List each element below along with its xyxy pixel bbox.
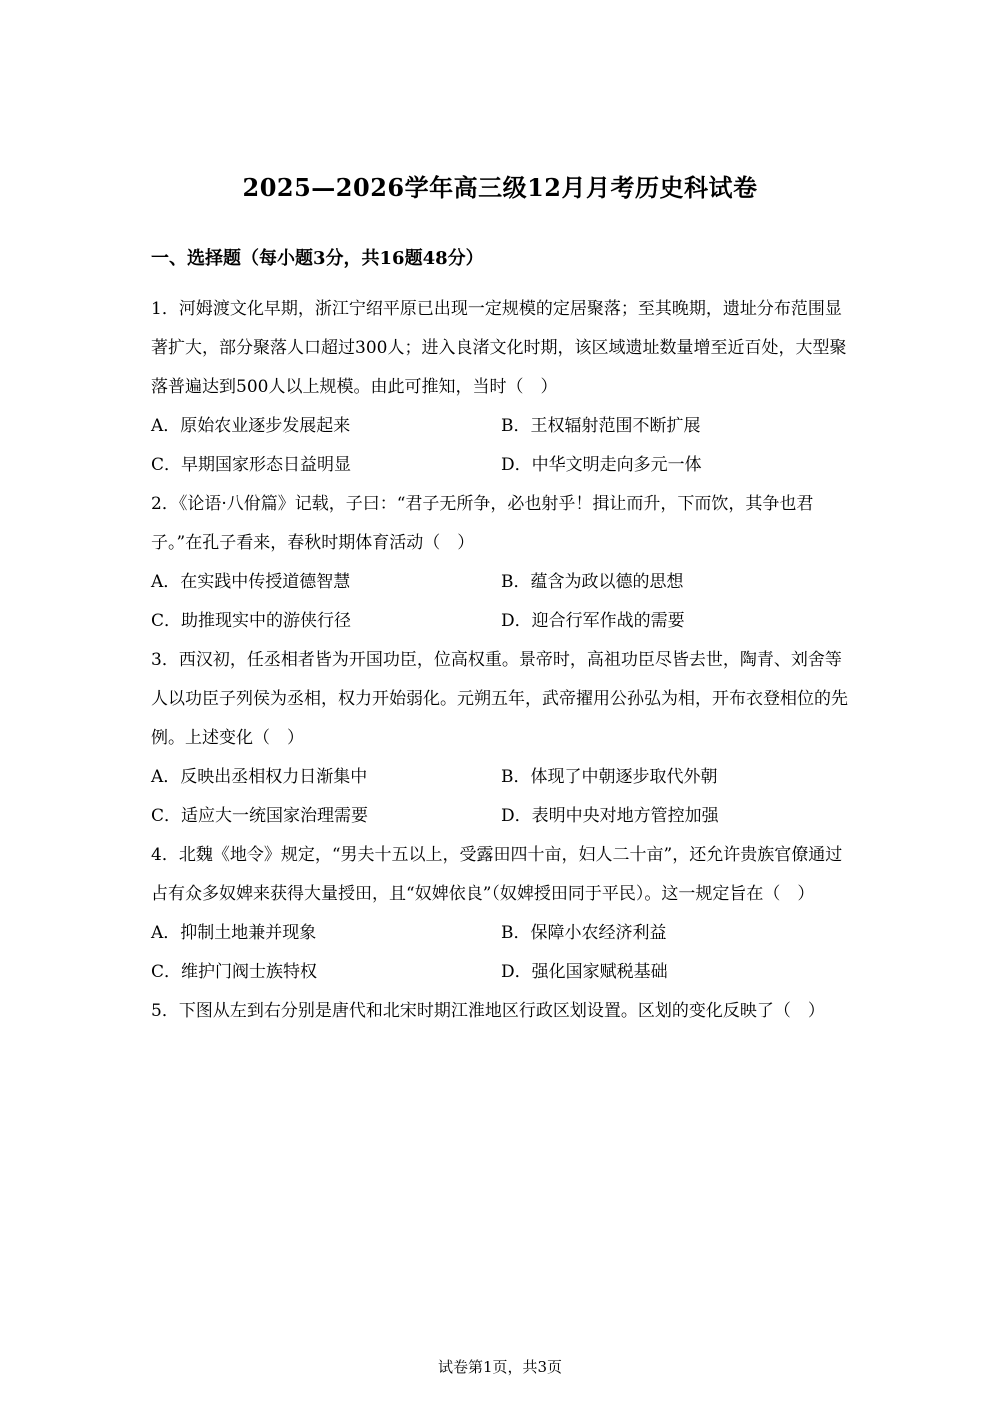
answer-options	[151, 563, 851, 641]
option-d: D．表明中央对地方管控加强	[501, 806, 719, 826]
option-a: A．在实践中传授道德智慧	[151, 572, 351, 592]
page-title: 2025—2026学年高三级12月月考历史科试卷	[242, 173, 758, 202]
option-c: C．助推现实中的游侠行径	[151, 611, 352, 631]
option-d: D．迎合行军作战的需要	[501, 611, 685, 631]
question-3	[151, 641, 851, 836]
question-stem: 4．北魏《地令》规定，“男夫十五以上，受露田四十亩，妇人二十亩”，还允许贵族官僚通过占有众多奴婢来获得大量授田，且“奴婢依良”（奴婢授田同于平民）。这一规定旨在（ ）	[151, 845, 843, 904]
page-footer: 试卷第1页，共3页	[437, 1358, 563, 1376]
question-stem: 5．下图从左到右分别是唐代和北宋时期江淮地区行政区划设置。区划的变化反映了（ ）	[151, 1001, 825, 1021]
answer-options	[151, 758, 851, 836]
option-b: B．王权辐射范围不断扩展	[501, 416, 701, 436]
option-d: D．强化国家赋税基础	[501, 962, 668, 982]
question-5	[151, 992, 851, 1031]
option-c: C．适应大一统国家治理需要	[151, 806, 369, 826]
question-stem: 1．河姆渡文化早期，浙江宁绍平原已出现一定规模的定居聚落；至其晚期，遗址分布范围显著扩大，部分聚落人口超过300人；进入良渚文化时期，该区域遗址数量增至近百处，大型聚落普遍达到500人以上规模。由此可推知，当时（ ）	[151, 299, 847, 397]
question-4	[151, 836, 851, 992]
option-a: A．反映出丞相权力日渐集中	[151, 767, 368, 787]
option-b: B．蕴含为政以德的思想	[501, 572, 684, 592]
question-list	[151, 290, 851, 1031]
option-b: B．体现了中朝逐步取代外朝	[501, 767, 718, 787]
answer-options	[151, 407, 851, 485]
option-a: A．抑制土地兼并现象	[151, 923, 317, 943]
question-2	[151, 485, 851, 641]
option-c: C．早期国家形态日益明显	[151, 455, 352, 475]
option-b: B．保障小农经济利益	[501, 923, 667, 943]
section-heading: 一、选择题（每小题3分，共16题48分）	[151, 248, 484, 269]
question-stem: 2．《论语·八佾篇》记载，子曰：“君子无所争，必也射乎！揖让而升，下而饮，其争也君子。”在孔子看来，春秋时期体育活动（ ）	[151, 494, 814, 553]
answer-options	[151, 914, 851, 992]
option-a: A．原始农业逐步发展起来	[151, 416, 351, 436]
option-d: D．中华文明走向多元一体	[501, 455, 702, 475]
option-c: C．维护门阀士族特权	[151, 962, 318, 982]
question-stem: 3．西汉初，任丞相者皆为开国功臣，位高权重。景帝时，高祖功臣尽皆去世，陶青、刘舍等人以功臣子列侯为丞相，权力开始弱化。元朔五年，武帝擢用公孙弘为相，开布衣登相位的先例。上述变化（ ）	[151, 650, 848, 748]
question-1	[151, 290, 851, 485]
